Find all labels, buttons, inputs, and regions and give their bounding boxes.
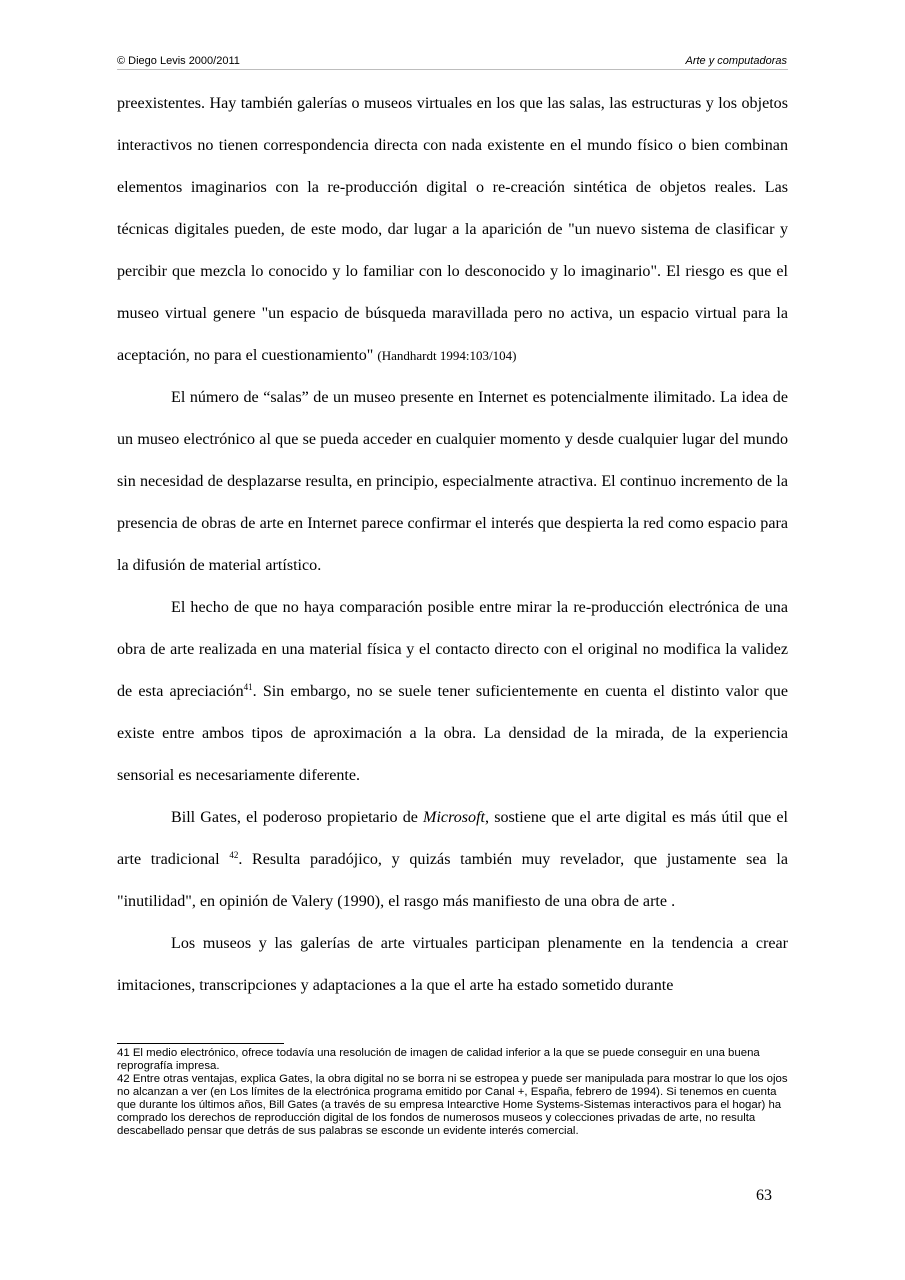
footnotes	[117, 1047, 788, 1138]
paragraph-4-text-b: , sostiene que el arte digital es más útil que el arte tradicional	[117, 809, 789, 868]
paragraph-3-text-a: El hecho de que no haya comparación posible entre mirar la re-producción electrónica de una obra de arte realizada en una material física y el contacto directo con el original no modifica la validez de esta apreciación	[117, 599, 788, 700]
citation: (Handhardt 1994:103/104)	[377, 348, 517, 363]
paragraph-1	[117, 83, 788, 377]
paragraph-3	[117, 587, 788, 797]
footnote-42: 42 Entre otras ventajas, explica Gates, la obra digital no se borra ni se estropea y puede ser manipulada para mostrar lo que los ojos no alcanzan a ver (en Los límites de la electrónica programa emitido por Canal +, España, febrero de 1994). Si tenemos en cuenta que durante los últimos años, Bill Gates (a través de su empresa Intearctive Home Systems-Sistemas interactivos para el hogar) ha comprado los derechos de reproducción digital de los fondos de numerosos museos y colecciones privadas de arte, no resulta descabellado pensar que detrás de sus palabras se esconde un evidente interés comercial.	[117, 1073, 788, 1137]
footnote-ref-41[interactable]: 41	[243, 682, 253, 692]
header-title: Arte y computadoras	[685, 55, 787, 67]
paragraph-4-text-c: . Resulta paradójico, y quizás también muy revelador, que justamente sea la "inutilidad", en opinión de Valery (1990), el rasgo más manifiesto de una obra de arte .	[117, 851, 788, 910]
footnote-divider	[117, 1043, 284, 1044]
paragraph-4-text-a: Bill Gates, el poderoso propietario de	[171, 809, 424, 826]
body-text	[117, 83, 788, 1007]
paragraph-1-text: preexistentes. Hay también galerías o museos virtuales en los que las salas, las estructuras y los objetos interactivos no tienen correspondencia directa con nada existente en el mundo físico o bien combinan elementos imaginarios con la re-producción digital o re-creación sintética de objetos reales. Las técnicas digitales pueden, de este modo, dar lugar a la aparición de "un nuevo sistema de clasificar y percibir que mezcla lo conocido y lo familiar con lo desconocido y lo imaginario". El riesgo es que el museo virtual genere "un espacio de búsqueda maravillada pero no activa, un espacio virtual para la aceptación, no para el cuestionamiento"	[117, 95, 788, 364]
footnote-41: 41 El medio electrónico, ofrece todavía una resolución de imagen de calidad inferior a la que se puede conseguir en una buena reprografía impresa.	[117, 1047, 760, 1072]
header-divider	[117, 69, 788, 70]
page-number: 63	[756, 1187, 772, 1204]
paragraph-4	[117, 797, 788, 923]
footnote-ref-42[interactable]: 42	[229, 850, 239, 860]
paragraph-5: Los museos y las galerías de arte virtuales participan plenamente en la tendencia a crear imitaciones, transcripciones y adaptaciones a la que el arte ha estado sometido durante	[117, 935, 788, 994]
paragraph-4-italic: Microsoft	[423, 809, 486, 826]
header-copyright: © Diego Levis 2000/2011	[117, 55, 240, 67]
paragraph-2: El número de “salas” de un museo presente en Internet es potencialmente ilimitado. La idea de un museo electrónico al que se pueda acceder en cualquier momento y desde cualquier lugar del mundo sin necesidad de desplazarse resulta, en principio, especialmente atractiva. El continuo incremento de la presencia de obras de arte en Internet parece confirmar el interés que despierta la red como espacio para la difusión de material artístico.	[117, 389, 788, 574]
paragraph-3-text-b: . Sin embargo, no se suele tener suficientemente en cuenta el distinto valor que existe entre ambos tipos de aproximación a la obra. La densidad de la mirada, de la experiencia sensorial es necesariamente diferente.	[117, 683, 789, 784]
